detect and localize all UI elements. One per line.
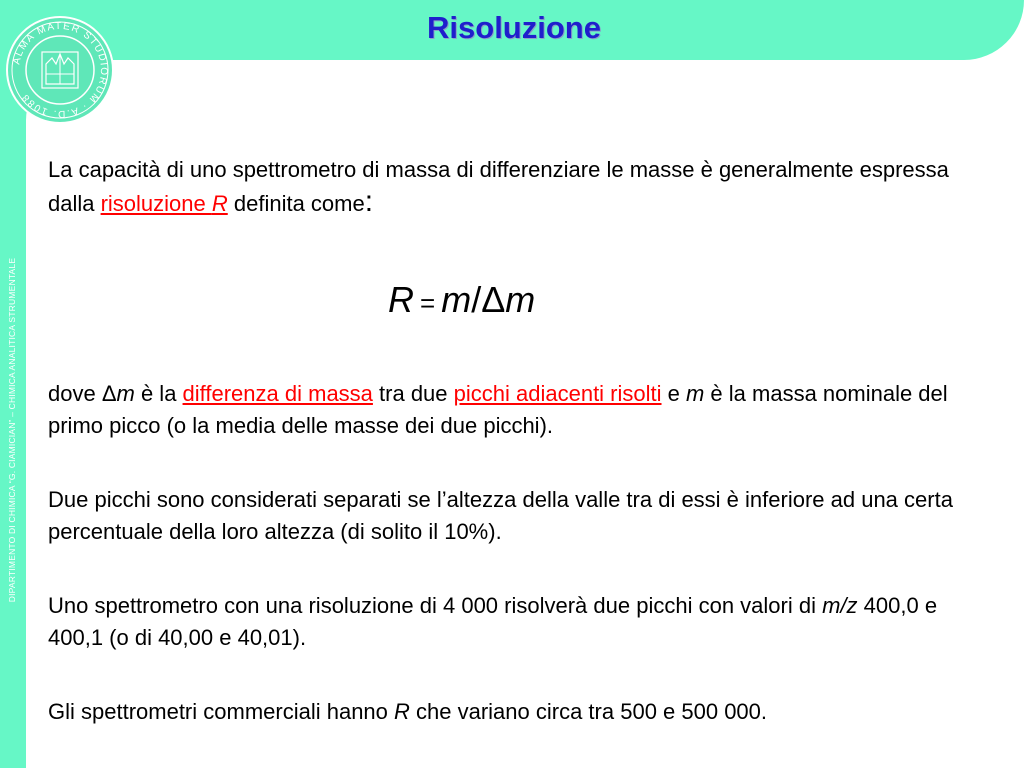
vertical-department-label: DIPARTIMENTO DI CHIMICA “G. CIAMICIAN” – CHIMICA ANALITICA STRUMENTALE	[7, 257, 18, 603]
risoluzione-link[interactable]: risoluzione R	[100, 191, 228, 216]
separation-paragraph: Due picchi sono considerati separati se l’altezza della valle tra di essi è inferiore ad una certa percentuale della loro altezza (di solito il 10%).	[48, 487, 953, 544]
example-paragraph: Uno spettrometro con una risoluzione di 4 000 risolverà due picchi con valori di m/z 400,0 e 400,1 (o di 40,00 e 40,01).	[48, 593, 938, 650]
svg-text:ALMA MATER STUDIORUM · A.D. 10: ALMA MATER STUDIORUM · A.D. 1088	[11, 20, 110, 120]
differenza-di-massa-link[interactable]: differenza di massa	[182, 381, 373, 406]
intro-paragraph: La capacità di uno spettrometro di massa di differenziare le masse è generalmente espressa dalla risoluzione R definita come:	[48, 157, 949, 218]
picchi-adiacenti-risolti-link[interactable]: picchi adiacenti risolti	[453, 381, 662, 406]
resolution-formula: R = m/Δm	[388, 279, 536, 320]
definition-paragraph: dove Δm è la differenza di massa tra due picchi adiacenti risolti e m è la massa nominale del primo picco (o la media delle masse dei due picchi).	[48, 381, 948, 438]
page-title: Risoluzione	[427, 10, 601, 45]
commercial-range-paragraph: Gli spettrometri commerciali hanno R che variano circa tra 500 e 500 000.	[48, 699, 768, 724]
